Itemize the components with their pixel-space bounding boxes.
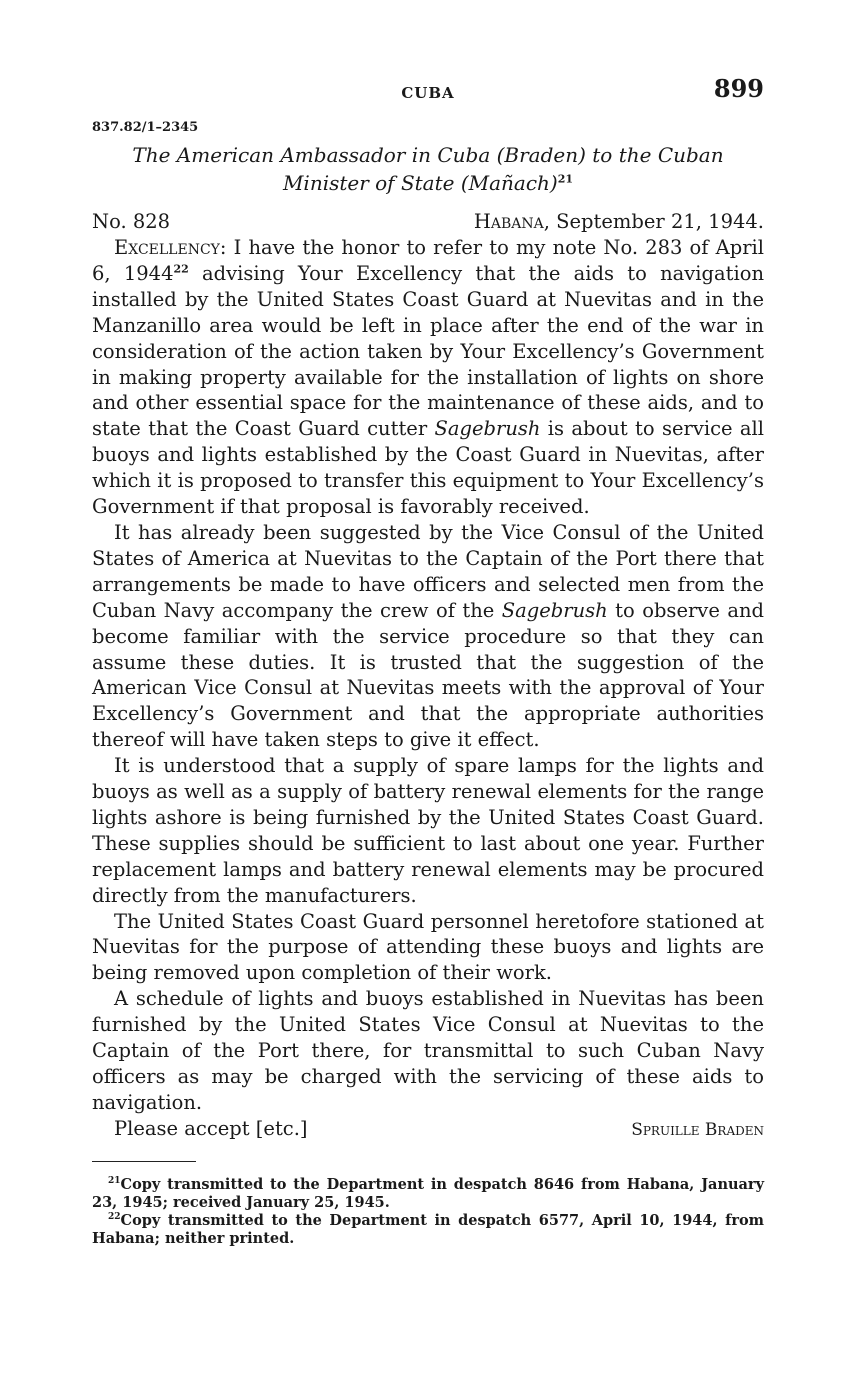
footnote-text: Copy transmitted to the Department in despatch 6577, April 10, 1944, from Habana; neither printed. [92,1211,764,1247]
footnote-mark: 21 [108,1175,121,1186]
note-number: No. 828 [92,210,171,233]
document-title [92,141,764,197]
running-head: CUBA [401,84,455,102]
page-header [92,74,764,114]
file-number: 837.82/1–2345 [92,120,199,135]
paragraph-1 [92,235,764,520]
paragraph-2-text-b: to observe and become familiar with the service procedure so that they can assume these duties. It is trusted that the suggestion of the American Vice Consul at Nuevitas meets with the approval of Your Excellency’s Government and that the appropriate authorities thereof will have taken steps to give it effect. [92,598,764,752]
title-line-1: The American Ambassador in Cuba (Braden) to the Cuban [132,143,724,167]
paragraph-2-text-a: It has already been suggested by the Vice Consul of the United States of America at Nuevitas to the Captain of the Port there that arrangements be made to have officers and selected men from the Cuban Navy accompany the crew of the [92,520,764,622]
closing-text: Please accept [etc.] [114,1116,308,1140]
signature: Spruille Braden [631,1119,764,1140]
ship-name: Sagebrush [501,598,608,622]
closing [92,1116,764,1143]
place-date [474,209,764,235]
paragraph-3: It is understood that a supply of spare lamps for the lights and buoys as well as a supply of battery renewal elements for the range lights ashore is being furnished by the United States Coast Guard. These supplies should be sufficient to last about one year. Further replacement lamps and battery renewal elements may be procured directly from the manufacturers. [92,754,764,907]
paragraph-1-text-c: is about to service all buoys and lights established by the Coast Guard in Nuevitas, after which it is proposed to transfer this equipment to Your Excellency’s Government if that proposal is favorably received. [92,417,764,519]
page-number: 899 [713,74,764,103]
title-line-2-text: Minister of State (Mañach) [282,171,558,195]
salutation: Excellency [114,236,220,259]
paragraph-1-text-b: advising Your Excellency that the aids to navigation installed by the United States Coast Guard at Nuevitas and in the Manzanillo area would be left in place after the end of the war in consideration of the action taken by Your Excellency’s Government in making property available for the installation of lights on shore and other essential space for the maintenance of these aids, and to state that the Coast Guard cutter [92,261,765,441]
footnote-22 [92,1212,764,1248]
footnote-divider [92,1161,196,1162]
paragraph-1-text-a: : I have the honor to refer to my note No. 283 of April 6, 1944 [92,236,764,285]
paragraph-5: A schedule of lights and buoys established in Nuevitas has been furnished by the United States Vice Consul at Nuevitas to the Captain of the Port there, for transmittal to such Cuban Navy officers as may be charged with the servicing of these aids to navigation. [92,987,764,1114]
footnote-mark: 22 [108,1211,121,1222]
place: Habana [473,210,544,233]
document-page [92,74,764,1248]
date: , September 21, 1944. [543,210,764,233]
ship-name: Sagebrush [434,417,541,441]
footnote-ref-22[interactable]: 22 [173,262,189,276]
dateline [92,209,764,235]
paragraph-4: The United States Coast Guard personnel heretofore stationed at Nuevitas for the purpose of attending these buoys and lights are being removed upon completion of their work. [92,909,764,985]
paragraph-2 [92,520,764,753]
footnote-21 [92,1176,764,1212]
footnote-text: Copy transmitted to the Department in despatch 8646 from Habana, January 23, 1945; received January 25, 1945. [92,1175,764,1211]
title-line-2 [92,169,764,197]
title-footnote-ref[interactable]: 21 [557,172,574,186]
